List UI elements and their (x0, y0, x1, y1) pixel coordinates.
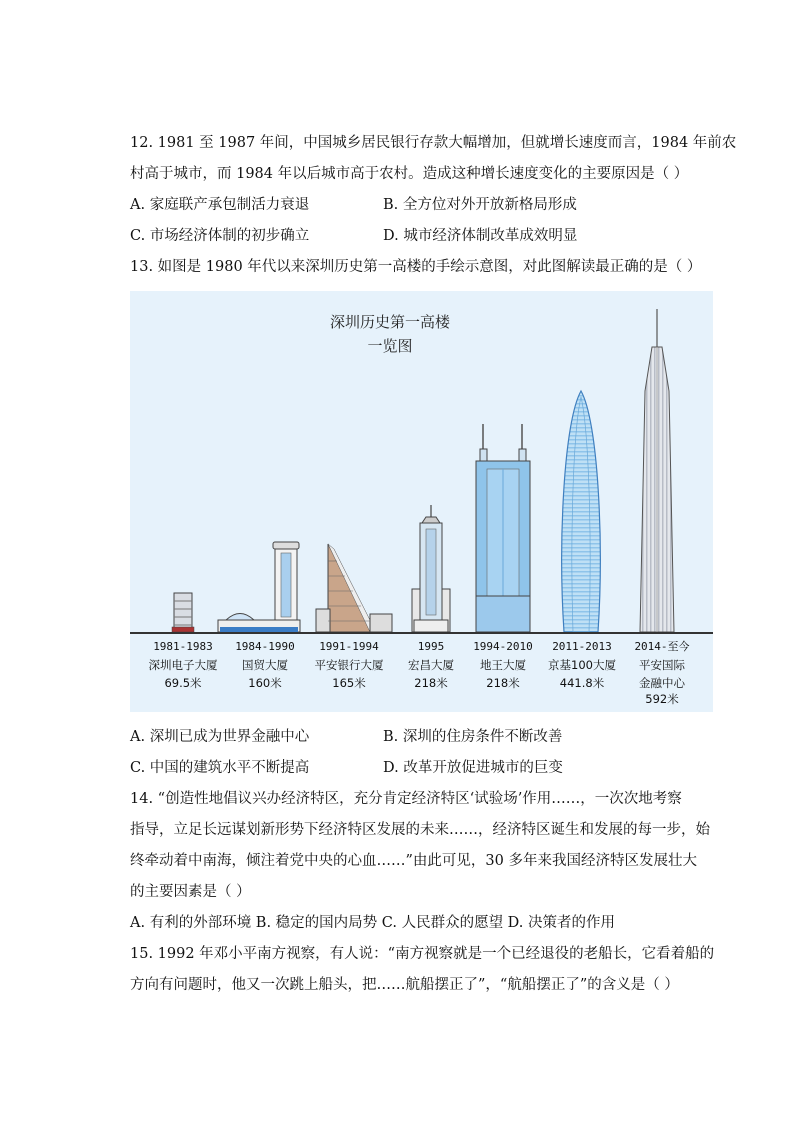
building-7-name-line2: 金融中心 (639, 676, 685, 690)
q13-option-c: C. 中国的建筑水平不断提高 (130, 760, 310, 776)
q13-option-b: B. 深圳的住房条件不断改善 (383, 729, 563, 745)
building-7-height: 592米 (645, 692, 679, 706)
building-7-years: 2014-至今 (634, 640, 690, 653)
building-2-height: 160米 (248, 676, 282, 690)
q14-options: A. 有利的外部环境 B. 稳定的国内局势 C. 人民群众的愿望 D. 决策者的作用 (130, 915, 616, 931)
q14-stem-line2: 指导，立足长远谋划新形势下经济特区发展的未来……，经济特区诞生和发展的每一步，始 (130, 822, 710, 838)
building-3-years: 1991-1994 (319, 640, 379, 653)
building-electronics-tower (172, 593, 194, 632)
figure-title: 深圳历史第一高楼 (329, 313, 450, 331)
skyscraper-figure (130, 291, 713, 712)
building-6-years: 2011-2013 (552, 640, 612, 653)
building-pingan-bank (316, 544, 392, 632)
figure-subtitle: 一览图 (367, 337, 413, 355)
q12-stem-line1: 12. 1981 至 1987 年间，中国城乡居民银行存款大幅增加，但就增长速度而言，1984 年前农 (130, 135, 737, 151)
building-4-years: 1995 (417, 640, 445, 653)
q12-option-c: C. 市场经济体制的初步确立 (130, 228, 310, 244)
building-5-name: 地王大厦 (480, 658, 526, 672)
q12-option-d: D. 城市经济体制改革成效明显 (383, 228, 578, 244)
building-1-name: 深圳电子大厦 (148, 658, 218, 672)
building-3-name: 平安银行大厦 (314, 658, 384, 672)
building-4-name: 宏昌大厦 (408, 658, 454, 672)
building-5-height: 218米 (486, 676, 520, 690)
q13-option-d: D. 改革开放促进城市的巨变 (383, 760, 563, 776)
q12-stem-line2: 村高于城市，而 1984 年以后城市高于农村。造成这种增长速度变化的主要原因是（ ） (130, 166, 689, 182)
building-1-height: 69.5米 (164, 676, 202, 690)
building-2-years: 1984-1990 (235, 640, 295, 653)
q12-option-a: A. 家庭联产承包制活力衰退 (130, 197, 310, 213)
building-2-name: 国贸大厦 (242, 658, 288, 672)
building-hongchang (412, 505, 450, 632)
building-pingan-finance-center (640, 309, 674, 632)
q13-option-a: A. 深圳已成为世界金融中心 (130, 729, 310, 745)
building-4-height: 218米 (414, 676, 448, 690)
building-5-years: 1994-2010 (473, 640, 533, 653)
building-6-name: 京基100大厦 (548, 658, 616, 672)
building-3-height: 165米 (332, 676, 366, 690)
q13-stem-line1: 13. 如图是 1980 年代以来深圳历史第一高楼的手绘示意图，对此图解读最正确的是（ ） (130, 259, 702, 275)
building-trade-center (218, 542, 300, 632)
building-7-name: 平安国际 (639, 658, 685, 672)
building-kingkey-100 (562, 391, 601, 632)
q14-stem-line4: 的主要因素是（ ） (130, 884, 251, 900)
q12-option-b: B. 全方位对外开放新格局形成 (383, 197, 577, 213)
q14-stem-line1: 14. “创造性地倡议兴办经济特区，充分肯定经济特区‘试验场’作用……，一次次地考察 (130, 791, 682, 807)
q14-stem-line3: 终牵动着中南海，倾注着党中央的心血……”由此可见，30 多年来我国经济特区发展壮大 (130, 853, 697, 869)
building-diwang (476, 424, 530, 632)
building-6-height: 441.8米 (559, 676, 605, 690)
q15-stem-line1: 15. 1992 年邓小平南方视察，有人说：“南方视察就是一个已经退役的老船长，它看着船的 (130, 946, 715, 962)
ground-line (130, 632, 713, 634)
q15-stem-line2: 方向有问题时，他又一次跳上船头，把……航船摆正了”，“航船摆正了”的含义是（ ） (130, 977, 679, 993)
building-1-years: 1981-1983 (153, 640, 213, 653)
